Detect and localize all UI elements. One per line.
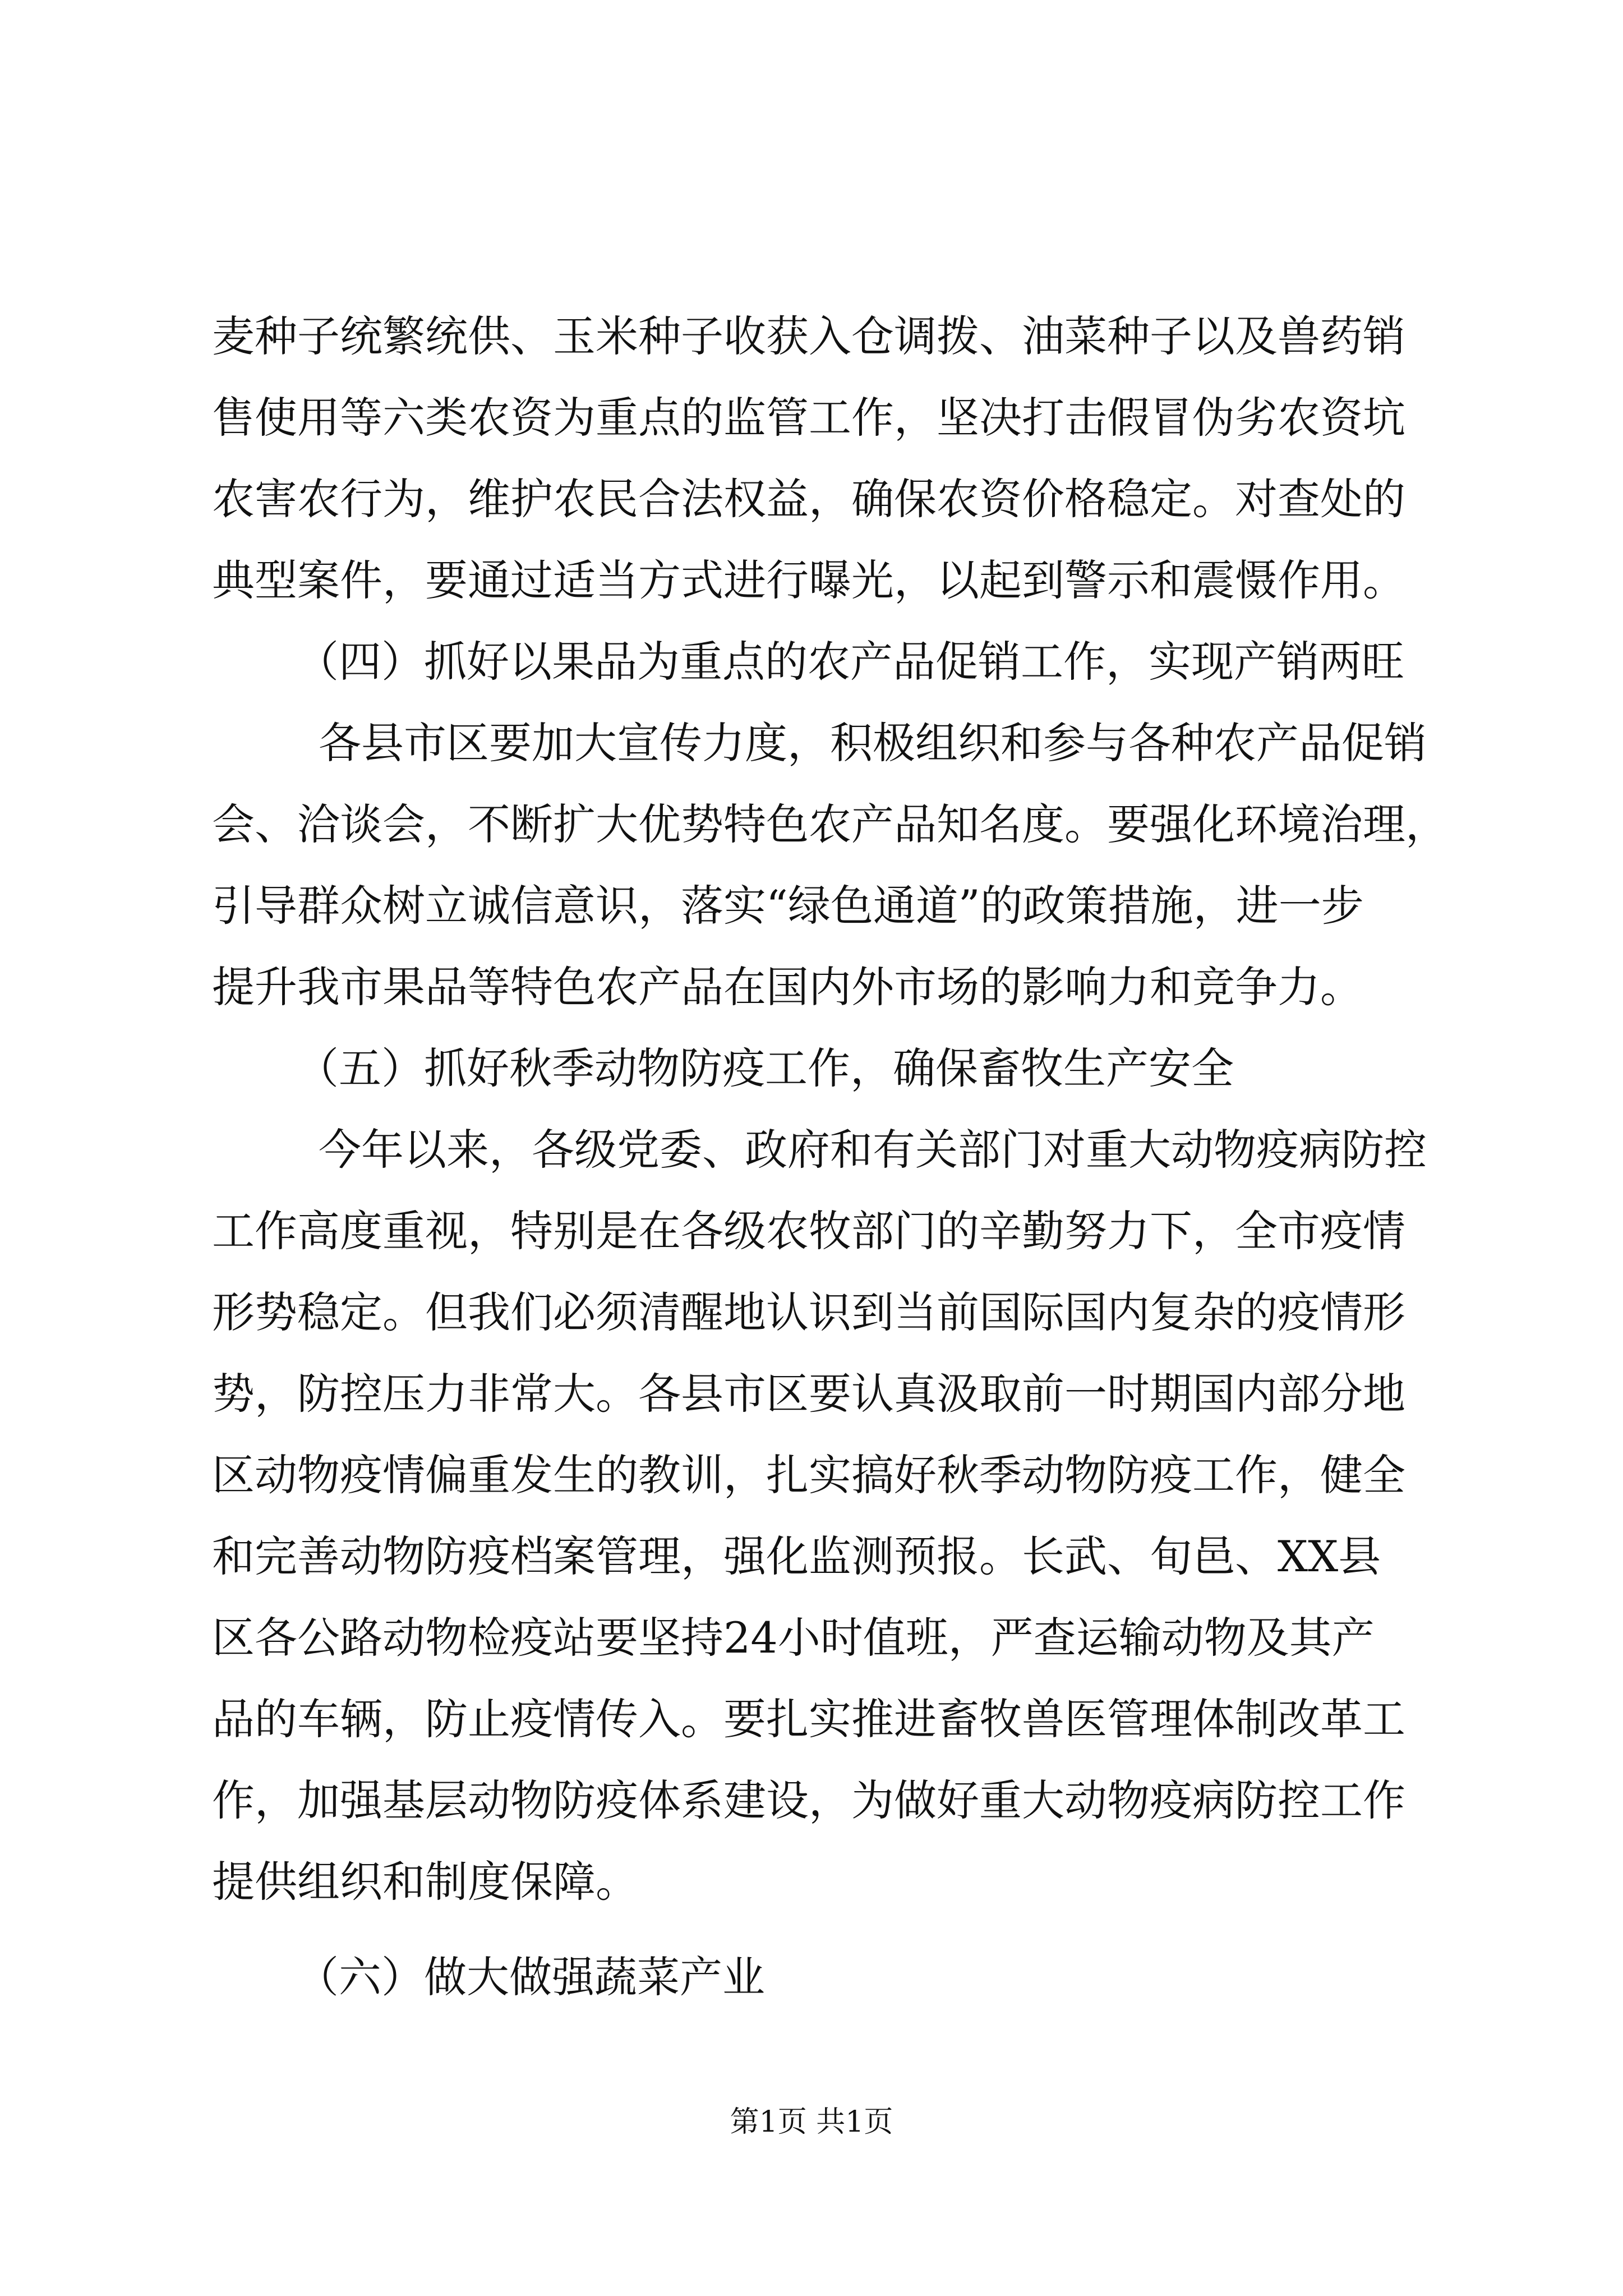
text-line-content: 势，防控压力非常大。各县市区要认真汲取前一时期国内部分地 (212, 1369, 1405, 1419)
text-line-content: 和完善动物防疫档案管理，强化监测预报。长武、旬邑、XX县 (212, 1531, 1381, 1581)
text-line-content: 农害农行为，维护农民合法权益，确保农资价格稳定。对查处的 (212, 474, 1405, 524)
section-heading (0, 625, 1623, 698)
text-line (0, 1439, 1623, 1512)
text-line-content: 各县市区要加大宣传力度，积极组织和参与各种农产品促销 (319, 718, 1427, 768)
text-line (0, 1276, 1623, 1349)
text-line (0, 544, 1623, 617)
text-line (0, 300, 1623, 373)
text-line (0, 1683, 1623, 1756)
section-heading (0, 1941, 1623, 2014)
text-line (0, 1195, 1623, 1268)
text-line-content: 提供组织和制度保障。 (212, 1857, 638, 1907)
text-line (0, 788, 1623, 861)
text-line (0, 1358, 1623, 1430)
text-line-content: 典型案件，要通过适当方式进行曝光，以起到警示和震慑作用。 (212, 555, 1405, 605)
text-line-content: 作，加强基层动物防疫体系建设，为做好重大动物疫病防控工作 (212, 1775, 1405, 1825)
text-line-content: 会、洽谈会，不断扩大优势特色农产品知名度。要强化环境治理， (212, 799, 1448, 849)
text-line (0, 707, 1623, 780)
text-line (0, 1520, 1623, 1593)
section-heading-text: （四）抓好以果品为重点的农产品促销工作，实现产销两旺 (296, 637, 1404, 687)
text-line-content: 工作高度重视，特别是在各级农牧部门的辛勤努力下，全市疫情 (212, 1206, 1405, 1256)
text-line-content: 售使用等六类农资为重点的监管工作，坚决打击假冒伪劣农资坑 (212, 393, 1405, 443)
text-line-content: 品的车辆，防止疫情传入。要扎实推进畜牧兽医管理体制改革工 (212, 1694, 1405, 1744)
text-line-content: 引导群众树立诚信意识，落实“绿色通道”的政策措施，进一步 (212, 881, 1364, 931)
text-line (0, 1764, 1623, 1837)
page-footer (0, 2102, 1623, 2142)
text-line-content: 区各公路动物检疫站要坚持24小时值班，严查运输动物及其产 (212, 1613, 1375, 1663)
text-line (0, 951, 1623, 1024)
text-line (0, 381, 1623, 454)
text-line (0, 1846, 1623, 1918)
text-line (0, 1114, 1623, 1186)
text-line-content: 区动物疫情偏重发生的教训，扎实搞好秋季动物防疫工作，健全 (212, 1450, 1405, 1500)
section-heading-text: （六）做大做强蔬菜产业 (296, 1952, 765, 2002)
page-number: 第1页 共1页 (730, 2105, 893, 2139)
text-line (0, 869, 1623, 942)
text-line (0, 463, 1623, 536)
text-line-content: 麦种子统繁统供、玉米种子收获入仓调拨、油菜种子以及兽药销 (212, 311, 1405, 361)
text-line-content: 今年以来，各级党委、政府和有关部门对重大动物疫病防控 (319, 1125, 1427, 1175)
text-line-content: 提升我市果品等特色农产品在国内外市场的影响力和竞争力。 (212, 962, 1363, 1012)
text-line (0, 1602, 1623, 1674)
section-heading (0, 1032, 1623, 1105)
section-heading-text: （五）抓好秋季动物防疫工作，确保畜牧生产安全 (296, 1043, 1234, 1093)
text-line-content: 形势稳定。但我们必须清醒地认识到当前国际国内复杂的疫情形 (212, 1287, 1405, 1337)
